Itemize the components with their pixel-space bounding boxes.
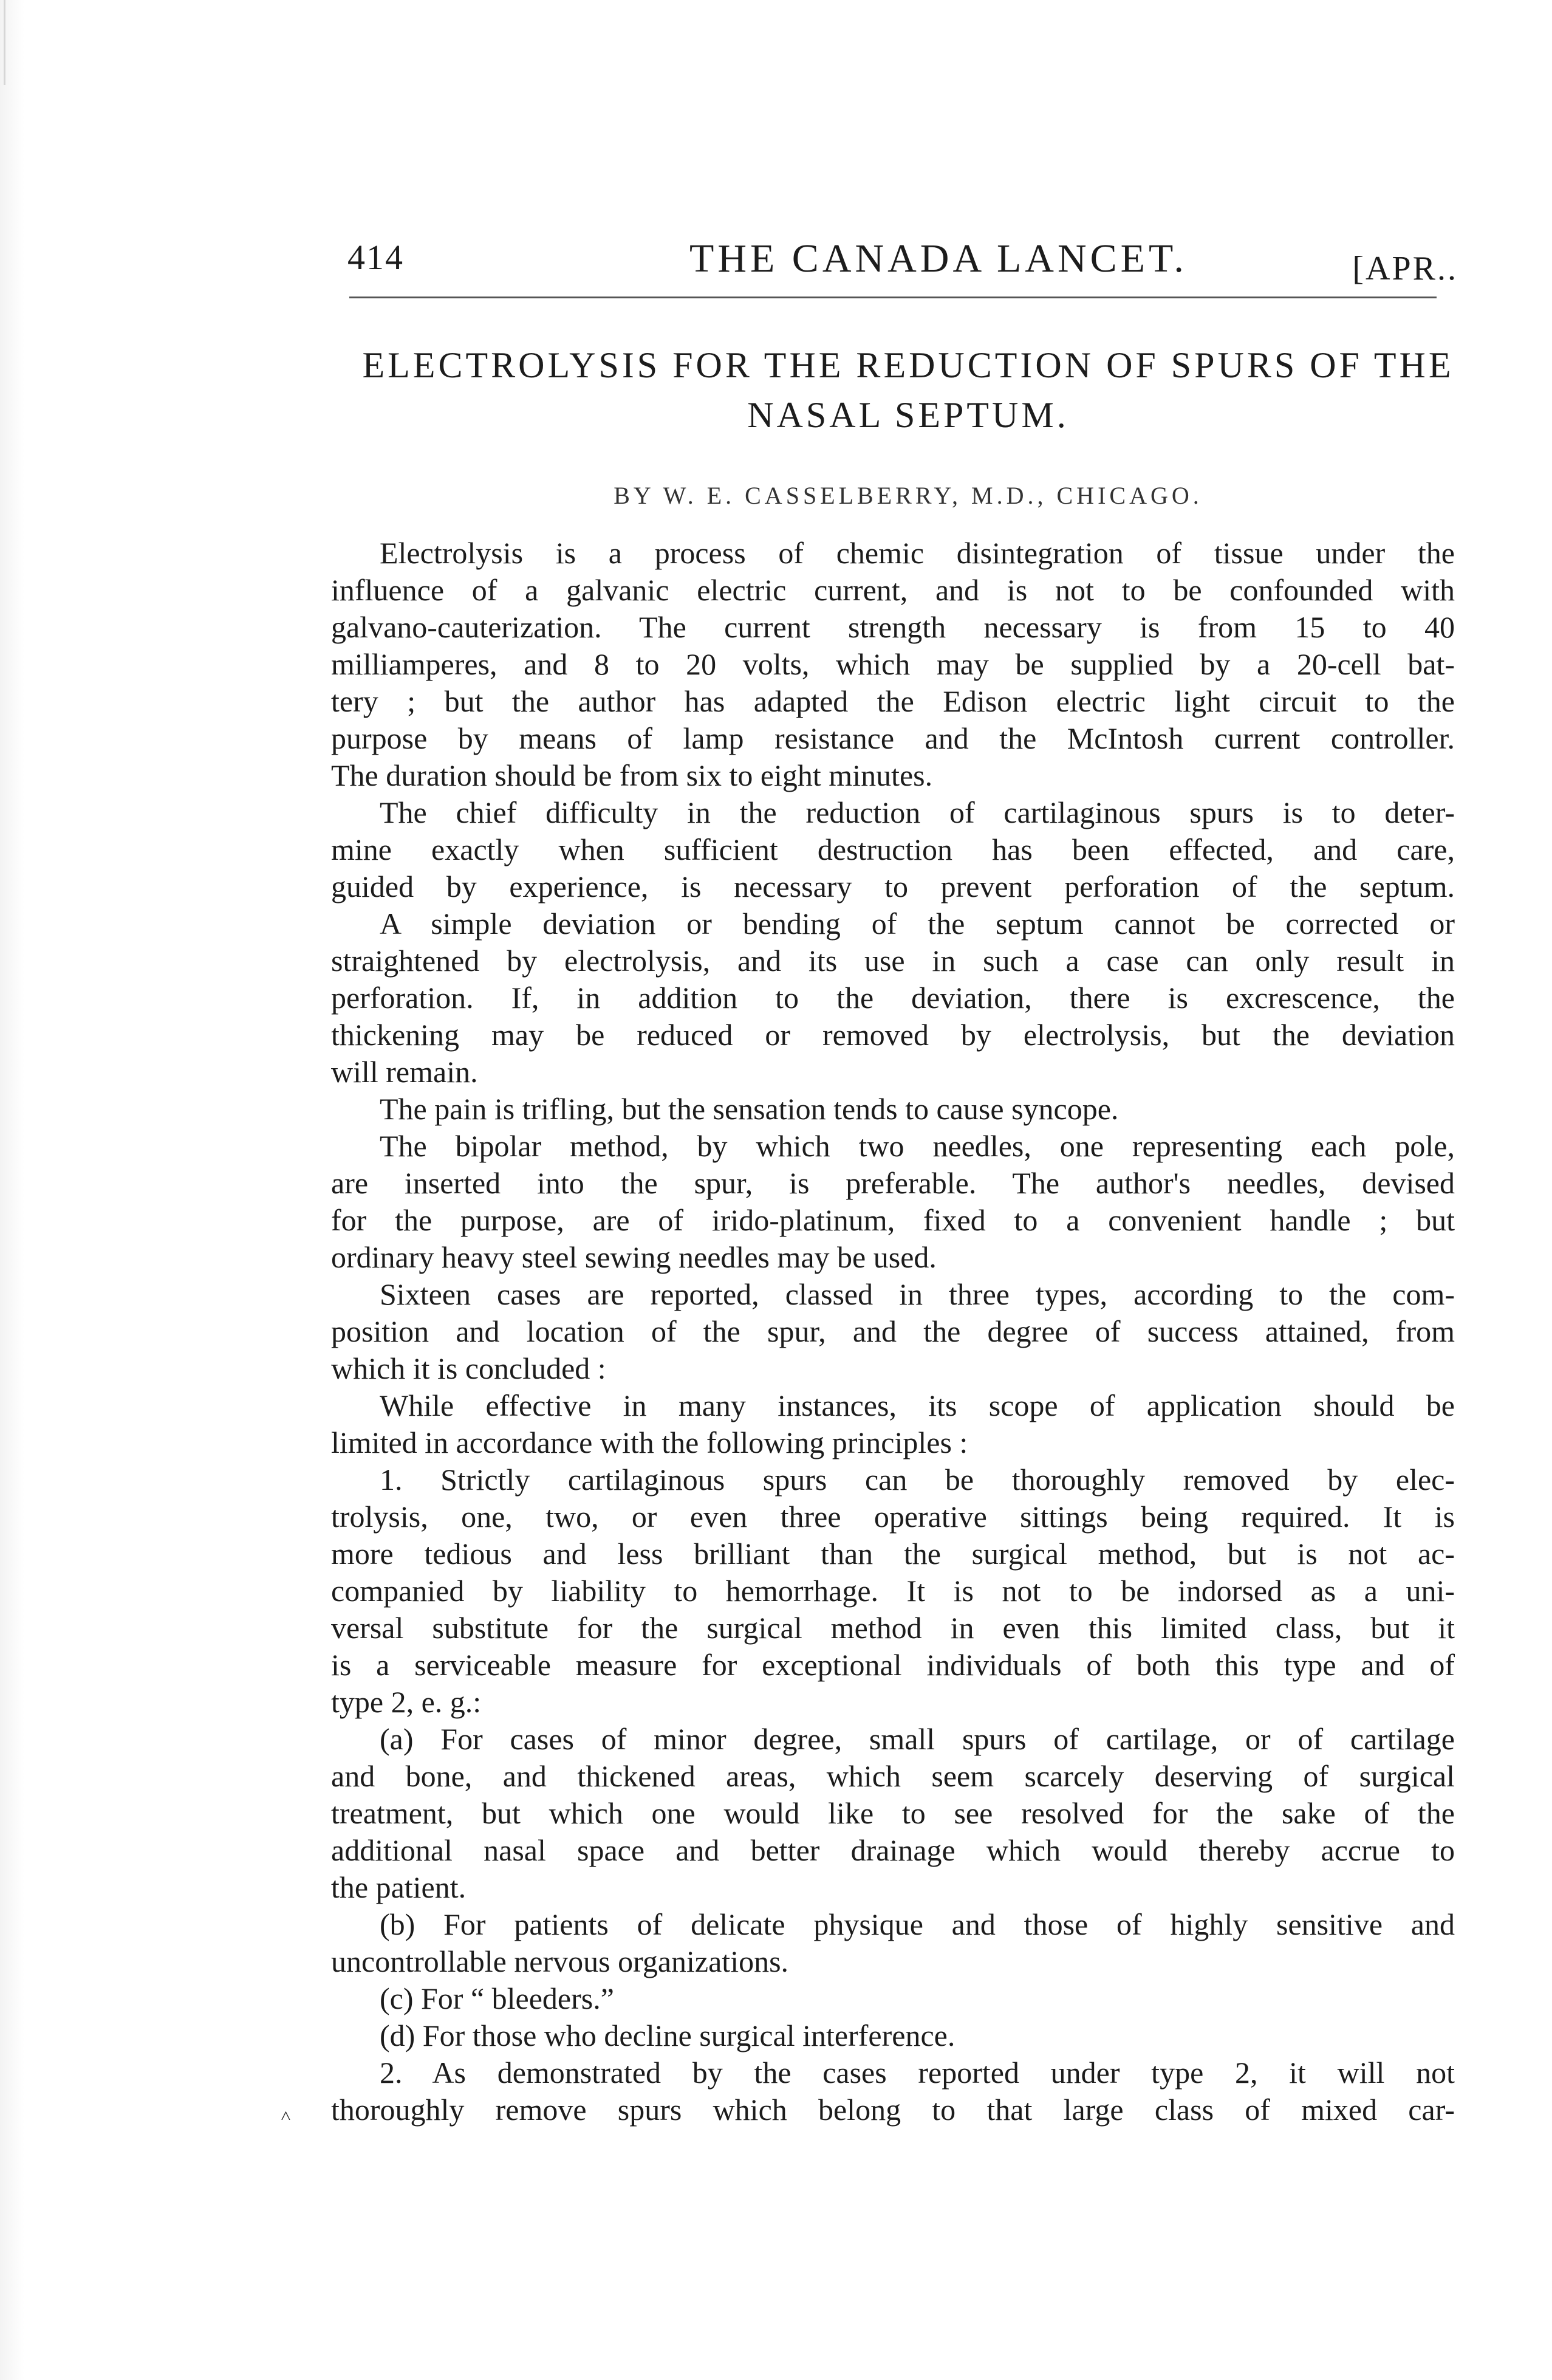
text-line: additional nasal space and better drainage which would thereby accrue to (331, 1833, 1455, 1867)
text-line: is a serviceable measure for exceptional individuals of both this type and of (331, 1648, 1455, 1682)
text-line: trolysis, one, two, or even three operative sittings being required. It is (331, 1500, 1455, 1534)
text-line: Sixteen cases are reported, classed in three types, according to the com- (380, 1277, 1455, 1311)
text-line: The pain is trifling, but the sensation tends to cause syncope. (380, 1092, 1119, 1126)
text-line: ordinary heavy steel sewing needles may be used. (331, 1240, 937, 1274)
text-line: (d) For those who decline surgical interference. (380, 2018, 955, 2052)
article-title: ELECTROLYSIS FOR THE REDUCTION OF SPURS OF THE NASAL SEPTUM. (362, 345, 1454, 435)
text-line: The bipolar method, by which two needles, one representing each pole, (380, 1129, 1455, 1163)
header-rule (349, 297, 1437, 298)
text-line: will remain. (331, 1055, 478, 1089)
article-body (331, 535, 1455, 2127)
text-line: (b) For patients of delicate physique and those of highly sensitive and (380, 1907, 1455, 1941)
text-line: versal substitute for the surgical method in even this limited class, but it (331, 1611, 1455, 1645)
text-line: While effective in many instances, its scope of application should be (380, 1388, 1455, 1422)
text-line: 2. As demonstrated by the cases reported under type 2, it will not (380, 2056, 1455, 2090)
text-line: The duration should be from six to eight minutes. (331, 758, 933, 792)
page-number: 414 (347, 238, 404, 277)
margin-mark: ˄ (281, 2106, 291, 2126)
text-line: straightened by electrolysis, and its use in such a case can only result in (331, 944, 1455, 978)
running-title: THE CANADA LANCET. (689, 236, 1188, 281)
text-line: and bone, and thickened areas, which seem scarcely deserving of surgical (331, 1759, 1455, 1793)
text-line: companied by liability to hemorrhage. It is not to be indorsed as a uni- (331, 1574, 1455, 1608)
issue-month: [APR.. (1352, 250, 1458, 287)
text-line: Electrolysis is a process of chemic disintegration of tissue under the (380, 536, 1455, 570)
text-line: milliamperes, and 8 to 20 volts, which may be supplied by a 20-cell bat- (331, 647, 1455, 681)
text-line: position and location of the spur, and the degree of success attained, from (331, 1314, 1455, 1348)
text-line: more tedious and less brilliant than the surgical method, but is not ac- (331, 1537, 1455, 1571)
article-byline: BY W. E. CASSELBERRY, M.D., CHICAGO. (614, 482, 1203, 509)
text-line: galvano-cauterization. The current strength necessary is from 15 to 40 (331, 610, 1455, 644)
text-line: limited in accordance with the following principles : (331, 1425, 968, 1459)
text-line: treatment, but which one would like to see resolved for the sake of the (331, 1796, 1455, 1830)
text-line: are inserted into the spur, is preferable. The author's needles, devised (331, 1166, 1455, 1200)
text-line: (a) For cases of minor degree, small spurs of cartilage, or of cartilage (380, 1722, 1455, 1756)
text-line: the patient. (331, 1870, 467, 1904)
scan-gutter (0, 0, 24, 2380)
text-line: uncontrollable nervous organizations. (331, 1944, 789, 1978)
text-line: mine exactly when sufficient destruction has been effected, and care, (331, 832, 1455, 866)
text-line: perforation. If, in addition to the deviation, there is excrescence, the (331, 981, 1455, 1015)
text-line: purpose by means of lamp resistance and the McIntosh current controller. (331, 721, 1455, 755)
text-line: influence of a galvanic electric current, and is not to be confounded with (331, 573, 1455, 607)
text-line: guided by experience, is necessary to prevent perforation of the septum. (331, 869, 1455, 904)
text-line: type 2, e. g.: (331, 1685, 482, 1719)
text-line: thoroughly remove spurs which belong to that large class of mixed car- (331, 2093, 1455, 2127)
text-line: tery ; but the author has adapted the Edison electric light circuit to the (331, 684, 1455, 718)
text-line: 1. Strictly cartilaginous spurs can be thoroughly removed by elec- (380, 1463, 1455, 1497)
text-line: (c) For “ bleeders.” (380, 1981, 614, 2015)
text-line: for the purpose, are of irido-platinum, fixed to a convenient handle ; but (331, 1203, 1455, 1237)
text-line: which it is concluded : (331, 1351, 606, 1385)
page-header (340, 231, 1458, 292)
text-line: thickening may be reduced or removed by electrolysis, but the deviation (331, 1018, 1455, 1052)
text-line: A simple deviation or bending of the septum cannot be corrected or (380, 907, 1455, 941)
text-line: The chief difficulty in the reduction of cartilaginous spurs is to deter- (380, 795, 1455, 829)
